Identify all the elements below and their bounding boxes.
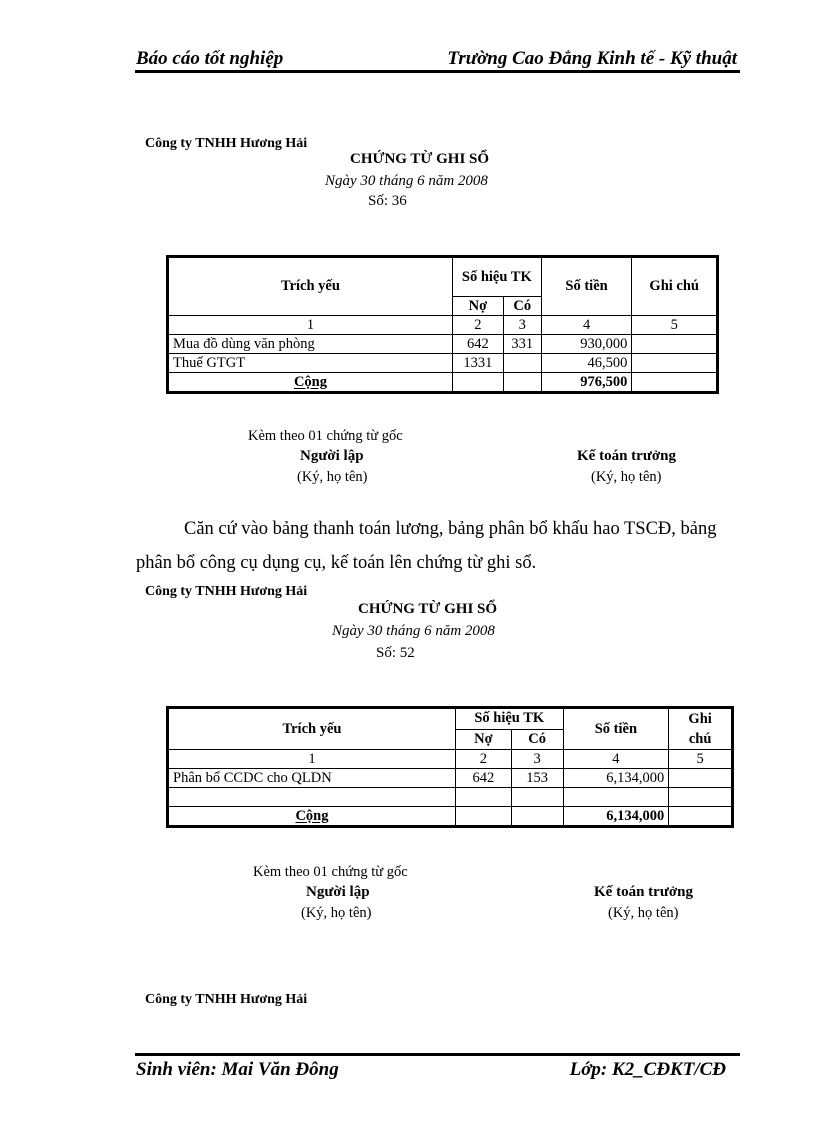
table-row: Mua đồ dùng văn phòng 642 331 930,000 xyxy=(168,335,718,354)
voucher2-date: Ngày 30 tháng 6 năm 2008 xyxy=(332,623,495,639)
voucher3-company: Công ty TNHH Hương Hải xyxy=(145,992,308,1007)
voucher1-date: Ngày 30 tháng 6 năm 2008 xyxy=(325,173,488,189)
voucher1-title: CHỨNG TỪ GHI SỔ xyxy=(350,151,490,167)
voucher2-header-credit: Có xyxy=(511,729,563,749)
voucher1-preparer: Người lập xyxy=(300,448,364,464)
voucher2-total-label: Cộng xyxy=(295,807,329,824)
voucher2-title: CHỨNG TỪ GHI SỔ xyxy=(358,601,498,617)
table-row: Phân bổ CCDC cho QLDN 642 153 6,134,000 xyxy=(168,769,733,788)
table-row: Thuế GTGT 1331 46,500 xyxy=(168,354,718,373)
voucher1-header-amount: Số tiền xyxy=(541,257,632,316)
voucher1-header-account: Số hiệu TK xyxy=(452,257,541,297)
voucher1-total-amount: 976,500 xyxy=(541,373,632,393)
header-rule xyxy=(135,70,740,73)
voucher1-header-desc: Trích yếu xyxy=(168,257,453,316)
table-row xyxy=(168,788,733,807)
voucher1-accountant-sign: (Ký, họ tên) xyxy=(591,469,662,485)
voucher1-header-debit: Nợ xyxy=(452,297,503,316)
paragraph-line-1: Căn cứ vào bảng thanh toán lương, bảng phân bổ khấu hao TSCĐ, bảng xyxy=(184,519,717,539)
footer-rule xyxy=(135,1053,740,1056)
table-row: 1 2 3 4 5 xyxy=(168,316,718,335)
voucher2-company: Công ty TNHH Hương Hải xyxy=(145,584,308,599)
voucher1-preparer-sign: (Ký, họ tên) xyxy=(297,469,368,485)
voucher1-accountant: Kế toán trưởng xyxy=(577,448,676,464)
header-left: Báo cáo tốt nghiệp xyxy=(136,48,284,69)
footer-left: Sinh viên: Mai Văn Đông xyxy=(136,1059,339,1080)
footer-right: Lớp: K2_CĐKT/CĐ xyxy=(569,1059,726,1080)
paragraph-line-2: phân bổ công cụ dụng cụ, kế toán lên chứng từ ghi sổ. xyxy=(136,553,537,573)
voucher2-header-account: Số hiệu TK xyxy=(455,708,563,730)
voucher2-accountant: Kế toán trưởng xyxy=(594,884,693,900)
voucher2-accountant-sign: (Ký, họ tên) xyxy=(608,905,679,921)
voucher1-number: Số: 36 xyxy=(368,193,407,209)
voucher1-header-note: Ghi chú xyxy=(632,257,718,316)
voucher1-table xyxy=(166,255,719,394)
voucher2-header-desc: Trích yếu xyxy=(168,708,456,750)
voucher2-table xyxy=(166,706,734,828)
voucher2-attachment: Kèm theo 01 chứng từ gốc xyxy=(253,864,408,880)
table-total-row xyxy=(168,807,733,827)
voucher2-preparer-sign: (Ký, họ tên) xyxy=(301,905,372,921)
voucher2-total-amount: 6,134,000 xyxy=(563,807,669,827)
voucher2-number: Số: 52 xyxy=(376,645,415,661)
header-right: Trường Cao Đẳng Kinh tế - Kỹ thuật xyxy=(447,48,737,69)
voucher1-company: Công ty TNHH Hương Hải xyxy=(145,136,308,151)
voucher2-header-note: Ghi chú xyxy=(669,708,733,750)
voucher1-attachment: Kèm theo 01 chứng từ gốc xyxy=(248,428,403,444)
voucher2-preparer: Người lập xyxy=(306,884,370,900)
voucher1-header-credit: Có xyxy=(503,297,541,316)
voucher1-total-label: Cộng xyxy=(293,373,327,390)
table-row: 1 2 3 4 5 xyxy=(168,750,733,769)
voucher2-header-debit: Nợ xyxy=(455,729,511,749)
table-total-row xyxy=(168,373,718,393)
voucher2-header-amount: Số tiền xyxy=(563,708,669,750)
